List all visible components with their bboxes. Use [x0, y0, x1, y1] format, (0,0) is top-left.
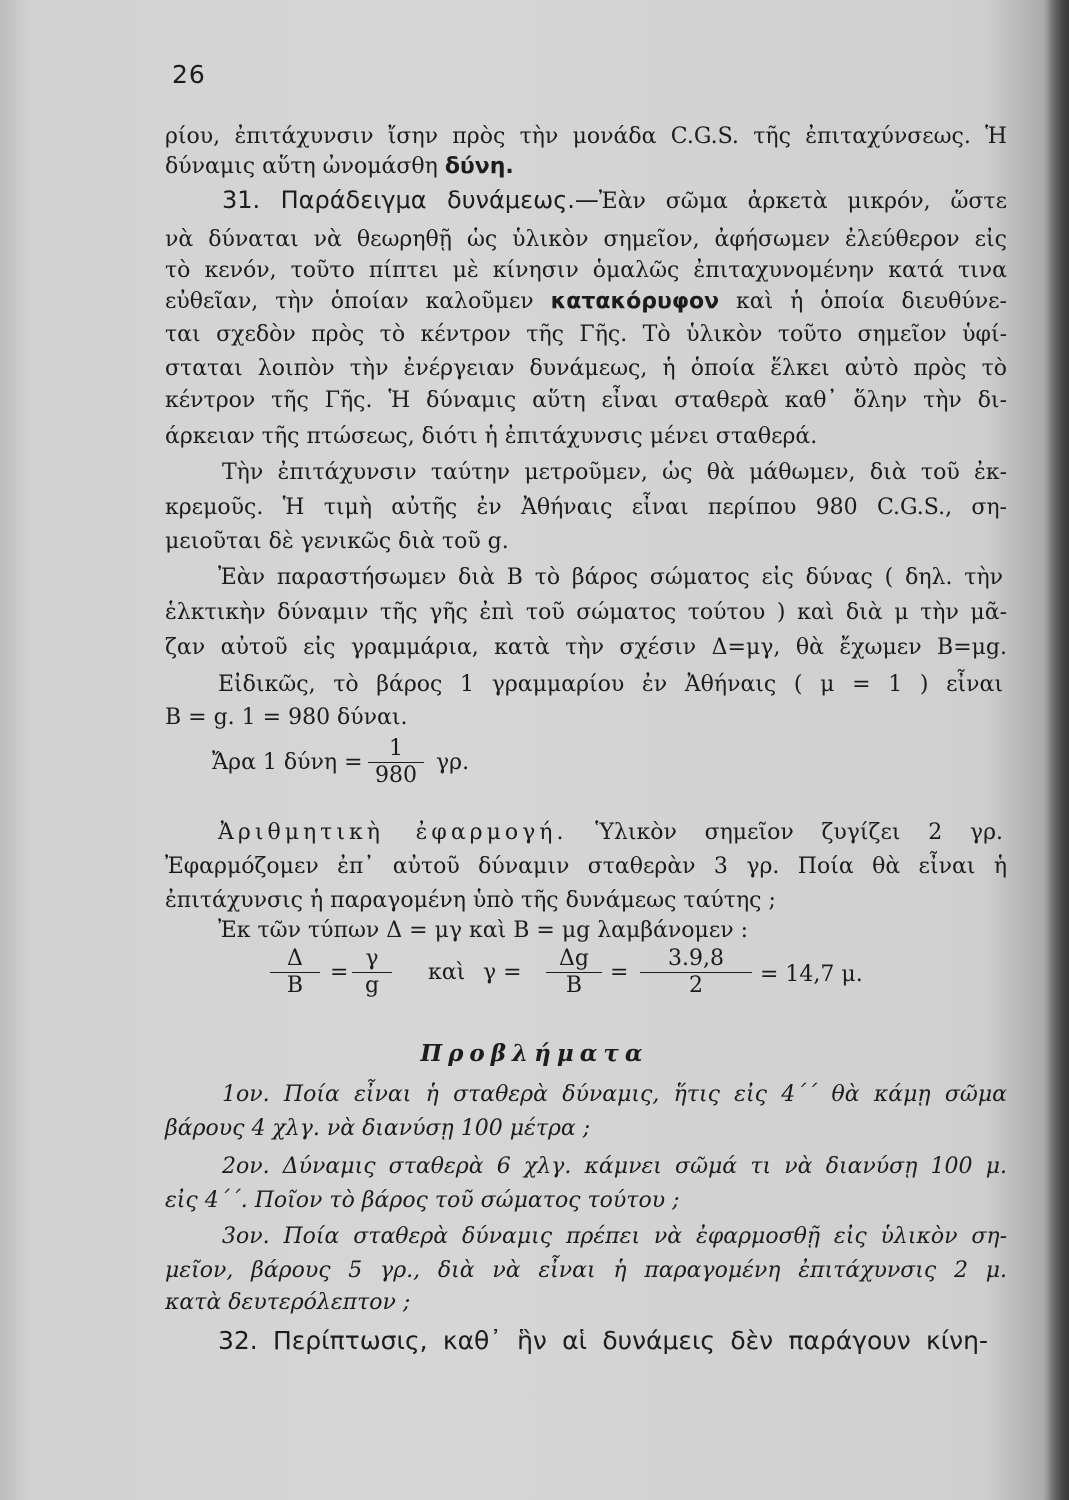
fraction-1-over-980 [368, 736, 424, 789]
text-span: δύναμις αὕτη ὠνομάσθη [165, 154, 445, 179]
fraction-numeric [640, 946, 752, 999]
section-32-heading: 32. Περίπτωσις, καθ᾿ ἣν αἱ δυνάμεις δὲν παράγουν κίνη- [218, 1326, 988, 1355]
text-line: Τὴν ἐπιτάχυνσιν ταύτην μετροῦμεν, ὡς θὰ μάθωμεν, διὰ τοῦ ἐκ- [222, 460, 1007, 485]
fraction-denominator: B [286, 973, 304, 998]
equals-sign: = [610, 960, 629, 985]
fraction-numerator: γ [352, 946, 392, 973]
text-span: Ἐὰν σῶμα ἀρκετὰ μικρόν, ὥστε [598, 189, 1007, 214]
text-line: ζαν αὐτοῦ εἰς γραμμάρια, κατὰ τὴν σχέσιν Δ=μγ, θὰ ἔχωμεν B=μg. [165, 635, 1007, 660]
text-line: μειοῦται δὲ γενικῶς διὰ τοῦ g. [165, 529, 509, 554]
problem-3-line: μεῖον, βάρους 5 γρ., διὰ νὰ εἶναι ἡ παραγομένη ἐπιτάχυνσις 2 μ. [165, 1258, 1007, 1283]
text-line: Ἐφαρμόζομεν ἐπ᾿ αὐτοῦ δύναμιν σταθερὰν 3 γρ. Ποία θὰ εἶναι ἡ [165, 854, 1007, 879]
formula-result: = 14,7 μ. [760, 962, 863, 987]
page-number: 26 [172, 60, 206, 89]
fraction-denominator: g [364, 973, 380, 998]
problem-2-line: εἰς 4΄΄. Ποῖον τὸ βάρος τοῦ σώματος τούτου ; [165, 1188, 680, 1213]
text-line: Ἐὰν παραστήσωμεν διὰ B τὸ βάρος σώματος εἰς δύνας ( δηλ. τὴν [218, 565, 1003, 590]
text-line [165, 152, 1007, 182]
term-vertical: κατακόρυφον [550, 289, 720, 314]
text-span: Ὑλικὸν σημεῖον ζυγίζει 2 γρ. [567, 820, 1003, 845]
text-line: ἐπιτάχυνσις ἡ παραγομένη ὑπὸ τῆς δυνάμεως ταύτης ; [165, 888, 776, 913]
fraction-accel-over-g [352, 946, 392, 999]
text-line: άρκειαν τῆς πτώσεως, διότι ἡ ἐπιτάχυνσις μένει σταθερά. [165, 424, 818, 449]
term-dyne: δύνη. [444, 154, 514, 179]
text-span: καὶ ἡ ὁποία διευθύνε- [719, 289, 1007, 314]
text-line: ἑλκτικὴν δύναμιν τῆς γῆς ἐπὶ τοῦ σώματος τούτου ) καὶ διὰ μ τὴν μᾶ- [165, 600, 1007, 625]
text-span: εὐθεῖαν, τὴν ὁποίαν καλοῦμεν [165, 289, 551, 314]
fraction-denominator: 2 [689, 973, 703, 998]
text-line: ρίου, ἐπιτάχυνσιν ἴσην πρὸς τὴν μονάδα C.G.S. τῆς ἐπιταχύνσεως. Ἡ [165, 124, 1007, 149]
problem-3-line: κατὰ δευτερόλεπτον ; [165, 1290, 411, 1315]
text-line [165, 287, 1007, 317]
text-line: Εἰδικῶς, τὸ βάρος 1 γραμμαρίου ἐν Ἀθήναις ( μ = 1 ) εἶναι [218, 672, 1003, 697]
fraction-numerator: Δ [270, 946, 320, 973]
fraction-denominator: 980 [375, 763, 417, 788]
text-line: νὰ δύναται νὰ θεωρηθῇ ὡς ὑλικὸν σημεῖον, ἀφήσωμεν ἐλεύθερον εἰς [165, 227, 1007, 252]
fraction-numerator: Δg [546, 946, 602, 973]
text-line: τὸ κενόν, τοῦτο πίπτει μὲ κίνησιν ὁμαλῶς ἐπιταχυνομένην κατά τινα [165, 258, 1007, 283]
section-31-heading-line [222, 185, 1007, 217]
formula-dyne-prefix: Ἄρα 1 δύνη = [212, 750, 363, 775]
problem-2-line: 2ον. Δύναμις σταθερὰ 6 χλγ. κάμνει σῶμά τι νὰ διανύσῃ 100 μ. [222, 1154, 1007, 1179]
equals-sign: = [330, 960, 349, 985]
fraction-numerator: 3.9,8 [640, 946, 752, 973]
problem-1-line: 1ον. Ποία εἶναι ἡ σταθερὰ δύναμις, ἥτις εἰς 4΄΄ θὰ κάμῃ σῶμα [222, 1082, 1007, 1107]
page-shadow-left [0, 0, 30, 1500]
fraction-force-over-weight [270, 946, 320, 999]
fraction-dg-over-b [546, 946, 602, 999]
application-label: Ἀριθμητικὴ ἐφαρμογή. [218, 820, 568, 845]
conjunction-kai: καὶ [428, 960, 466, 985]
fraction-denominator: B [565, 973, 583, 998]
problem-3-line: 3ον. Ποία σταθερὰ δύναμις πρέπει νὰ ἐφαρμοσθῇ εἰς ὑλικὸν ση- [222, 1224, 1007, 1249]
problems-heading: Προβλήματα [420, 1040, 649, 1067]
text-line: Ἐκ τῶν τύπων Δ = μγ καὶ B = μg λαμβάνομεν : [218, 918, 748, 943]
text-line [218, 818, 1003, 848]
text-line: κρεμοῦς. Ἡ τιμὴ αὐτῆς ἐν Ἀθήναις εἶναι περίπου 980 C.G.S., ση- [165, 495, 1007, 520]
formula-unit: γρ. [436, 750, 470, 775]
section-31-heading: 31. Παράδειγμα δυνάμεως.— [222, 186, 599, 214]
text-line: B = g. 1 = 980 δύναι. [165, 705, 408, 730]
fraction-numerator: 1 [368, 736, 424, 763]
text-line: ται σχεδὸν πρὸς τὸ κέντρον τῆς Γῆς. Τὸ ὑλικὸν τοῦτο σημεῖον ὑφί- [165, 322, 1007, 347]
text-line: σταται λοιπὸν τὴν ἐνέργειαν δυνάμεως, ἡ ὁποία ἕλκει αὐτὸ πρὸς τὸ [165, 356, 1007, 381]
problem-1-line: βάρους 4 χλγ. νὰ διανύσῃ 100 μέτρα ; [165, 1116, 591, 1141]
gamma-equals: γ = [483, 960, 522, 985]
page-shadow-right [1043, 0, 1069, 1500]
text-line: κέντρον τῆς Γῆς. Ἡ δύναμις αὕτη εἶναι σταθερὰ καθ᾿ ὅλην τὴν δι- [165, 388, 1007, 413]
